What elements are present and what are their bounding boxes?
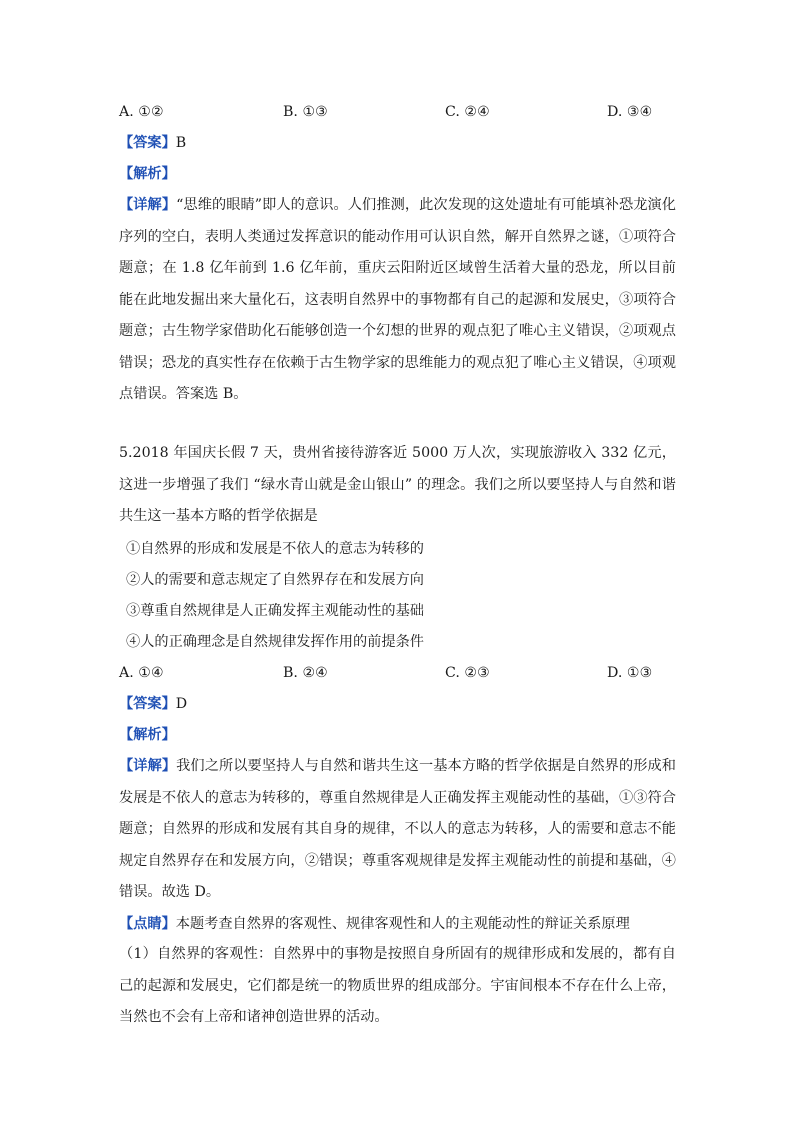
q4-option-c: C. ②④ [445,104,490,120]
q4-answer [119,133,186,153]
q5-analysis-heading [119,725,176,745]
q5-tip-point: （1）自然界的客观性：自然界中的事物是按照自身所固有的规律形成和发展的，都有自己的起源和发展史，它们都是统一的物质世界的组成部分。宇宙间根本不存在什么上帝，当然也不会有上帝和诸神创造世界的活动。 [119,946,676,1025]
q5-statement-3: ③尊重自然规律是人正确发挥主观能动性的基础 [126,603,424,619]
q5-tip [119,914,630,934]
q5-options [119,663,679,683]
q5-detail [119,751,676,909]
q5-option-d: D. ①③ [607,665,653,681]
analysis-tag: 【解析】 [119,166,176,182]
detail-tag: 【详解】 [119,197,177,213]
answer-tag: 【答案】 [119,696,176,712]
q4-detail [119,190,676,411]
answer-tag: 【答案】 [119,135,176,151]
q4-option-b: B. ①③ [283,104,328,120]
detail-tag: 【详解】 [119,758,177,774]
tip-tag: 【点睛】 [119,916,176,932]
q5-option-b: B. ②④ [283,665,328,681]
detail-text: 我们之所以要坚持人与自然和谐共生这一基本方略的哲学依据是自然界的形成和发展是不依人的意志为转移的，尊重自然规律是人正确发挥主观能动性的基础，①③符合题意；自然界的形成和发展有其自身的规律，不以人的意志为转移，人的需要和意志不能规定自然界存在和发展方向，②错误；尊重客观规律是发挥主观能动性的前提和基础，④错误。故选 D。 [119,758,676,900]
answer-value: B [175,135,187,151]
q4-analysis-heading [119,164,176,184]
q5-stem: 5.2018 年国庆长假 7 天，贵州省接待游客近 5000 万人次，实现旅游收入 332 亿元， 这进一步增强了我们 “绿水青山就是金山银山” 的理念。我们之所以要坚持人与自然和谐共生这一基本方略的哲学依据是 [119,445,676,524]
answer-value: D [175,696,188,712]
q5-option-a: A. ①④ [119,665,164,681]
q5-option-c: C. ②③ [445,665,490,681]
q5-statement-4: ④人的正确理念是自然规律发挥作用的前提条件 [126,634,424,650]
q4-options [119,102,679,122]
detail-text: “思维的眼睛”即人的意识。人们推测，此次发现的这处遗址有可能填补恐龙演化序列的空白，表明人类通过发挥意识的能动作用可认识自然，解开自然界之谜，①项符合题意；在 1.8 亿年前到 1.6 亿年前，重庆云阳附近区域曾生活着大量的恐龙，所以目前能在此地发掘出来大量化石，这表明自然界中的事物都有自己的起源和发展史，③项符合题意；古生物学家借助化石能够创造一个幻想的世界的观点犯了唯心主义错误，②项观点错误；恐龙的真实性存在依赖于古生物学家的思维能力的观点犯了唯心主义错误，④项观点错误。答案选 B。 [119,197,676,402]
tip-text: 本题考查自然界的客观性、规律客观性和人的主观能动性的辩证关系原理 [175,916,630,932]
q5-answer [119,694,187,714]
q5-statement-2: ②人的需要和意志规定了自然界存在和发展方向 [126,572,424,588]
analysis-tag: 【解析】 [119,727,176,743]
q5-statement-1: ①自然界的形成和发展是不依人的意志为转移的 [126,541,424,557]
q4-option-a: A. ①② [119,104,164,120]
q4-option-d: D. ③④ [607,104,653,120]
